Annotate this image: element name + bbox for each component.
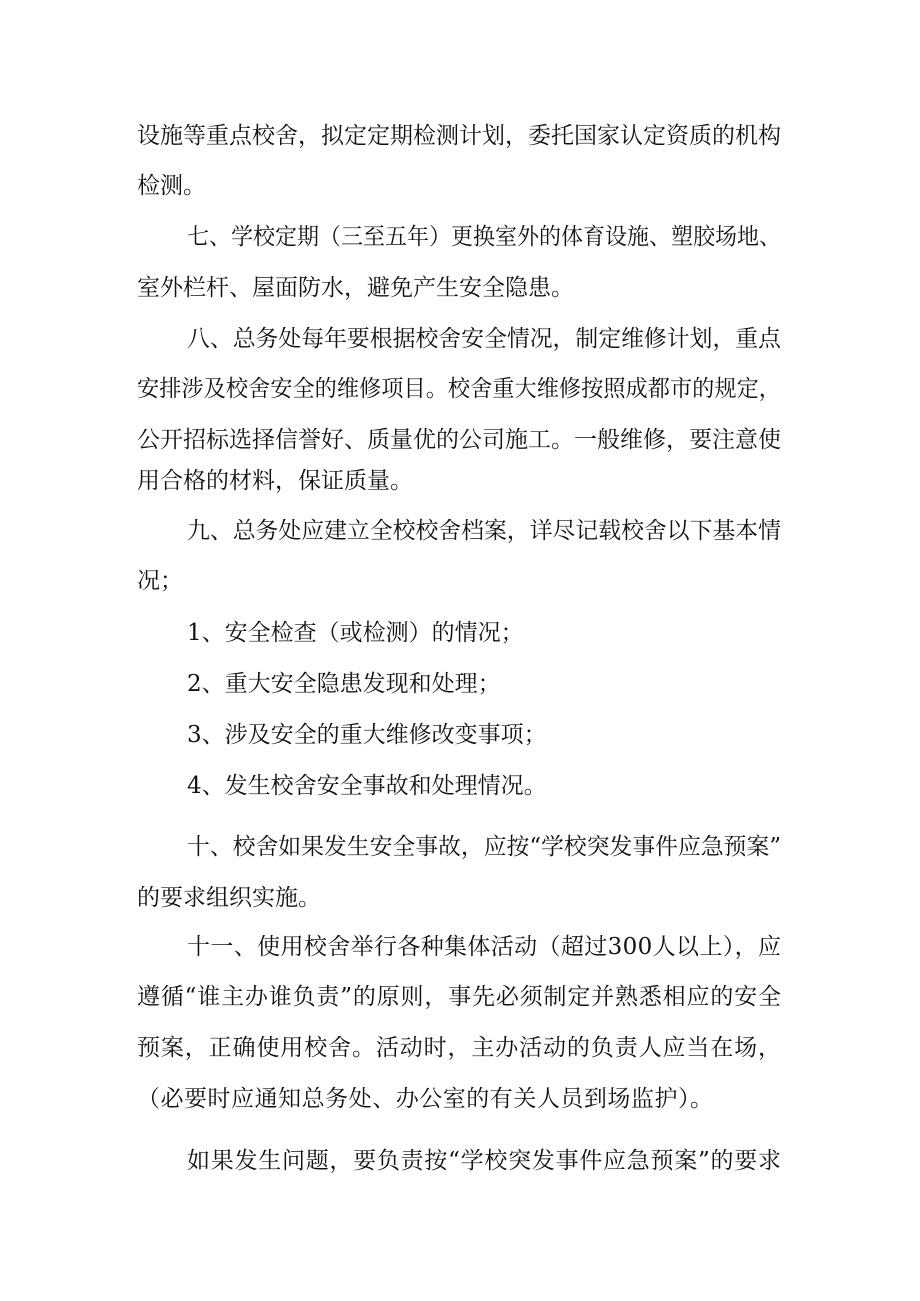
text-line: 八、总务处每年要根据校舍安全情况，制定维修计划，重点 — [187, 326, 781, 352]
text-line: 设施等重点校舍，拟定定期检测计划，委托国家认定资质的机构 — [137, 123, 781, 149]
text-line: 十、校舍如果发生安全事故，应按“学校突发事件应急预案” — [187, 834, 781, 860]
text-line: （必要时应通知总务处、办公室的有关人员到场监护）。 — [137, 1086, 714, 1112]
text-line: 遵循“谁主办谁负责”的原则，事先必须制定并熟悉相应的安全 — [137, 984, 782, 1010]
text-line: 预案，正确使用校舍。活动时，主办活动的负责人应当在场， — [137, 1035, 782, 1061]
text-line: 如果发生问题，要负责按“学校突发事件应急预案”的要求 — [187, 1148, 782, 1174]
text-line: 十一、使用校舍举行各种集体活动（超过300人以上），应 — [187, 934, 782, 960]
text-line: 室外栏杆、屋面防水，避免产生安全隐患。 — [137, 275, 574, 301]
list-item: 1、安全检查（或检测）的情况； — [187, 620, 524, 646]
list-item: 2、重大安全隐患发现和处理； — [187, 671, 501, 697]
text-line: 七、学校定期（三至五年）更换室外的体育设施、塑胶场地、 — [187, 224, 781, 250]
text-line: 的要求组织实施。 — [137, 885, 321, 911]
text-line: 安排涉及校舍安全的维修项目。校舍重大维修按照成都市的规定， — [137, 376, 781, 402]
text-line: 九、总务处应建立全校校舍档案，详尽记载校舍以下基本情 — [187, 518, 781, 544]
text-line: 检测。 — [137, 173, 206, 199]
text-line: 用合格的材料，保证质量。 — [137, 468, 413, 494]
text-line: 公开招标选择信誉好、质量优的公司施工。一般维修，要注意使 — [137, 427, 781, 453]
list-item: 3、涉及安全的重大维修改变事项； — [187, 722, 547, 748]
list-item: 4、发生校舍安全事故和处理情况。 — [187, 773, 547, 799]
text-line: 况； — [137, 568, 183, 594]
